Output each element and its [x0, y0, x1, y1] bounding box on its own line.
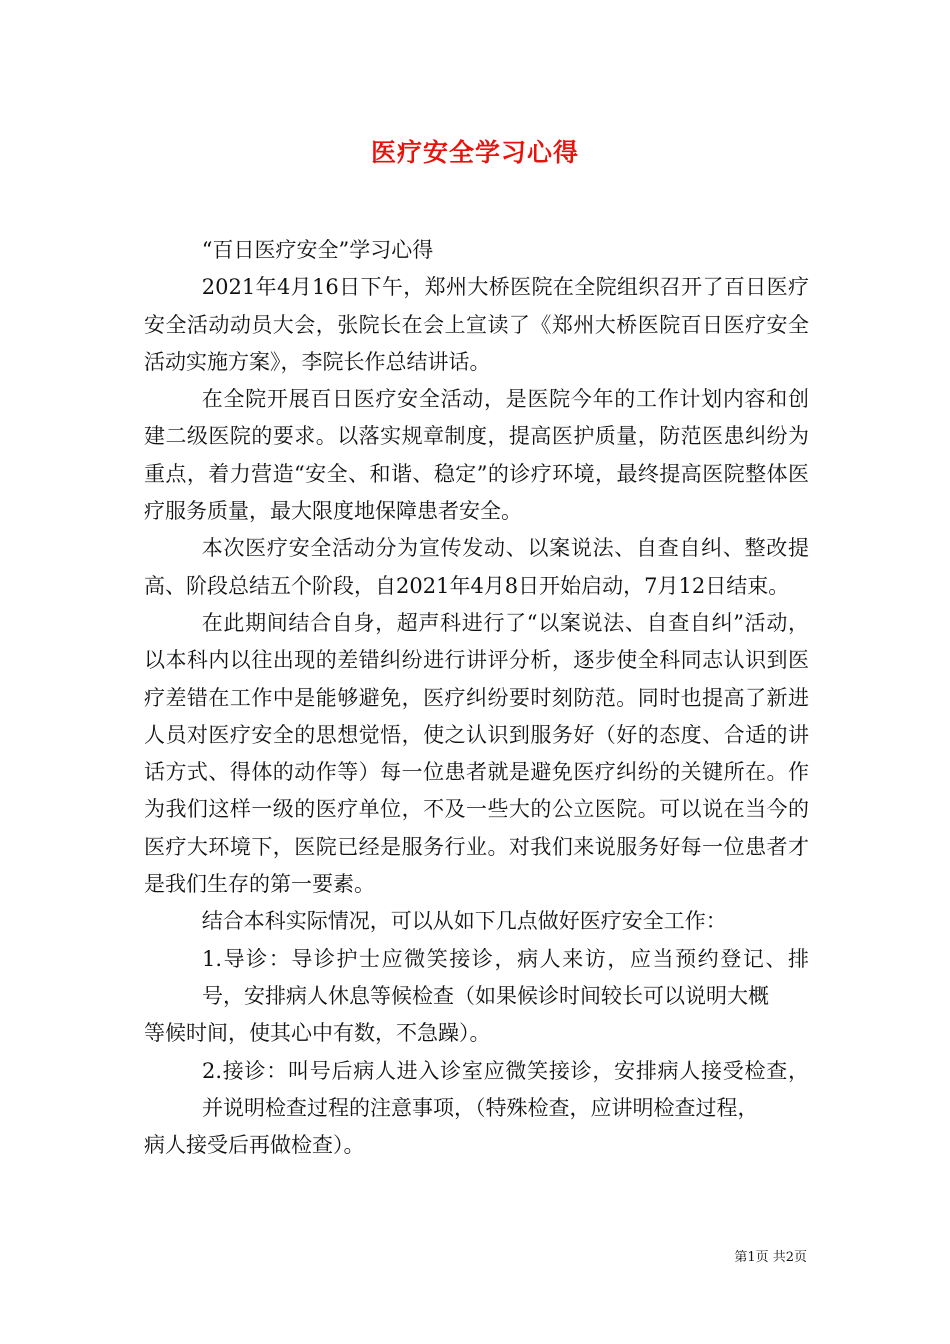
list-item-reception-tail: 病人接受后再做检查）。 — [144, 1133, 365, 1158]
paragraph-ultrasound: 在此期间结合自身，超声科进行了“以案说法、自查自纠”活动，以本科内以往出现的差错纠纷进行讲评分析，逐步使全科同志认识到医疗差错在工作中是能够避免，医疗纠纷要时刻防范。同时也提高了新进人员对医疗安全的思想觉悟，使之认识到服务好（好的态度、合适的讲话方式、得体的动作等）每一位患者就是避免医疗纠纷的关键所在。作为我们这样一级的医疗单位，不及一些大的公立医院。可以说在当今的医疗大环境下，医院已经是服务行业。对我们来说服务好每一位患者才是我们生存的第一要素。 — [144, 610, 809, 897]
paragraph-stages: 本次医疗安全活动分为宣传发动、以案说法、自查自纠、整改提高、阶段总结五个阶段，自2021年4月8日开始启动，7月12日结束。 — [144, 536, 809, 598]
list-item-reception-head: 2.接诊：叫号后病人进入诊室应微笑接诊，安排病人接受检查，并说明检查过程的注意事项，（特殊检查，应讲明检查过程， — [202, 1058, 809, 1120]
list-item-reception — [144, 1053, 809, 1165]
list-item-guide-head: 1.导诊：导诊护士应微笑接诊，病人来访，应当预约登记、排号，安排病人休息等候检查（如果候诊时间较长可以说明大概 — [202, 946, 809, 1008]
paragraph-meeting: 2021年4月16日下午，郑州大桥医院在全院组织召开了百日医疗安全活动动员大会，张院长在会上宣读了《郑州大桥医院百日医疗安全活动实施方案》，李院长作总结讲话。 — [144, 275, 809, 374]
list-item-guide-tail: 等候时间，使其心中有数，不急躁）。 — [144, 1021, 491, 1046]
document-title: 医疗安全学习心得 — [370, 138, 579, 167]
document-body — [144, 232, 809, 1164]
paragraph-intro-points: 结合本科实际情况，可以从如下几点做好医疗安全工作： — [201, 909, 727, 934]
paragraph-subtitle: “百日医疗安全”学习心得 — [201, 238, 434, 262]
list-item-guide — [144, 941, 809, 1053]
page-number: 第1页 共2页 — [734, 1250, 807, 1265]
paragraph-purpose: 在全院开展百日医疗安全活动，是医院今年的工作计划内容和创建二级医院的要求。以落实规章制度，提高医护质量，防范医患纠纷为重点，着力营造“安全、和谐、稳定”的诊疗环境，最终提高医院整体医疗服务质量，最大限度地保障患者安全。 — [144, 387, 809, 524]
